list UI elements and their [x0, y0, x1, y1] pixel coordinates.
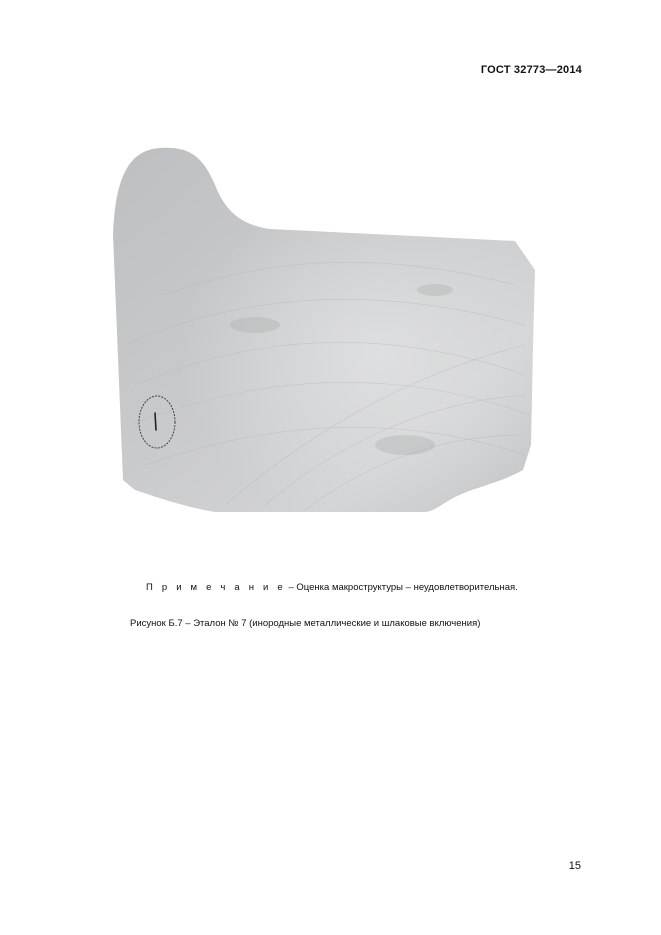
note-text: – Оценка макроструктуры – неудовлетворительная.: [285, 582, 518, 593]
figure-caption: Рисунок Б.7 – Эталон № 7 (инородные металлические и шлаковые включения): [130, 618, 481, 629]
page-number: 15: [568, 860, 581, 872]
metal-texture: [105, 145, 545, 525]
figure-note: [146, 582, 518, 593]
note-label: П р и м е ч а н и е: [146, 582, 286, 593]
document-header: ГОСТ 32773—2014: [480, 64, 582, 76]
macrostructure-photo: [105, 145, 545, 525]
